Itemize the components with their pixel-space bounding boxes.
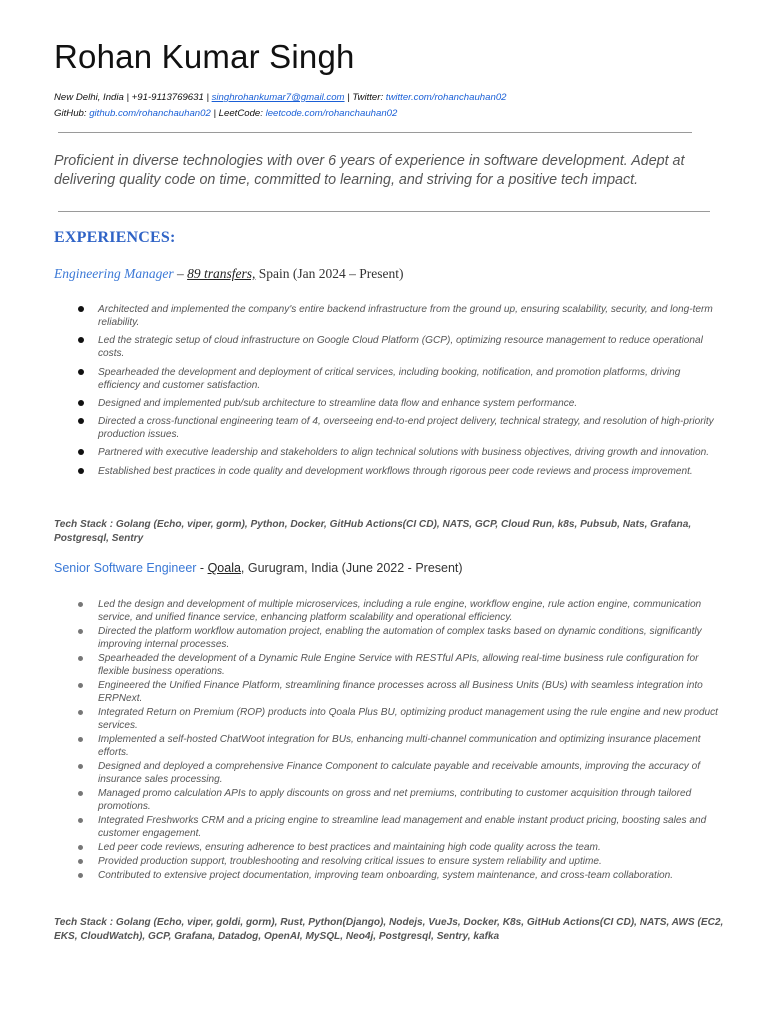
list-item: [78, 869, 718, 882]
list-item: [78, 733, 718, 759]
job-role: Senior Software Engineer: [54, 561, 197, 575]
divider-summary: [58, 211, 710, 212]
list-item: [78, 706, 718, 732]
tech-stack-label: Tech Stack: [54, 519, 107, 530]
bullet-icon: [78, 737, 83, 742]
bullet-icon: [78, 818, 83, 823]
list-item: [78, 446, 718, 459]
list-item: [78, 679, 718, 705]
bullet-icon: [78, 791, 83, 796]
bullet-text: Managed promo calculation APIs to apply discounts on gross and net premiums, contributing to customer acquisition through tailored promotions.: [98, 788, 692, 812]
list-item: [78, 397, 718, 410]
bullet-text: Integrated Freshworks CRM and a pricing engine to streamline lead management and enable instant product pricing, boosting sales and customer engagement.: [98, 815, 707, 839]
bullet-text: Engineered the Unified Finance Platform, streamlining finance processes across all Business Units (BUs) with seamless integration into ERPNext.: [98, 680, 703, 704]
bullet-icon: [78, 845, 83, 850]
bullet-text: Established best practices in code quality and development workflows through rigorous peer code reviews and process improvement.: [98, 465, 693, 477]
job-header-2: [54, 561, 463, 575]
twitter-link[interactable]: twitter.com/rohanchauhan02: [385, 92, 507, 103]
bullet-text: Led peer code reviews, ensuring adherence to best practices and maintaining high code quality across the team.: [98, 842, 601, 853]
job-location-dates: Spain (Jan 2024 – Present): [255, 266, 404, 281]
bullet-text: Designed and implemented pub/sub architecture to streamline data flow and enhance system performance.: [98, 397, 578, 409]
bullet-text: Directed a cross-functional engineering team of 4, overseeing end-to-end project delivery, technical strategy, and resolution of high-priority production issues.: [98, 416, 714, 441]
leetcode-label: | LeetCode:: [210, 108, 266, 119]
leetcode-link[interactable]: leetcode.com/rohanchauhan02: [265, 108, 398, 119]
bullet-text: Directed the platform workflow automation project, enabling the automation of complex tasks based on dynamic conditions, significantly improving internal processes.: [98, 626, 702, 650]
bullet-icon: [78, 710, 83, 715]
list-item: [78, 366, 718, 392]
contact-line-2: [54, 108, 397, 119]
job-1-bullets: [78, 303, 718, 483]
bullet-text: Implemented a self-hosted ChatWoot integration for BUs, enhancing multi-channel communication and optimizing insurance placement efforts.: [98, 734, 701, 758]
bullet-icon: [78, 306, 84, 312]
bullet-icon: [78, 764, 83, 769]
list-item: [78, 625, 718, 651]
bullet-icon: [78, 656, 83, 661]
tech-stack-label: Tech Stack: [54, 917, 107, 928]
bullet-text: Led the strategic setup of cloud infrastructure on Google Cloud Platform (GCP), optimizing resource management to reduce operational costs.: [98, 335, 703, 360]
location-phone: New Delhi, India | +91-9113769631 |: [54, 92, 212, 103]
job-2-bullets: [78, 598, 718, 883]
bullet-icon: [78, 400, 84, 406]
list-item: [78, 855, 718, 868]
bullet-text: Contributed to extensive project documentation, improving team onboarding, system maintenance, and cross-team collaboration.: [98, 870, 674, 881]
list-item: [78, 415, 718, 441]
github-link[interactable]: github.com/rohanchauhan02: [89, 108, 211, 119]
job-separator: -: [196, 561, 208, 575]
bullet-icon: [78, 369, 84, 375]
list-item: [78, 334, 718, 360]
job-role: Engineering Manager: [54, 266, 174, 281]
bullet-icon: [78, 859, 83, 864]
bullet-icon: [78, 337, 84, 343]
list-item: [78, 303, 718, 329]
list-item: [78, 465, 718, 478]
contact-line-1: [54, 92, 507, 103]
tech-stack-2: [54, 916, 724, 943]
bullet-icon: [78, 418, 84, 424]
bullet-text: Led the design and development of multiple microservices, including a rule engine, workflow engine, rule action engine, communication service, and unified finance service, enhancing platform scalability and operational efficiency.: [98, 599, 702, 623]
bullet-icon: [78, 873, 83, 878]
list-item: [78, 652, 718, 678]
bullet-icon: [78, 683, 83, 688]
bullet-icon: [78, 449, 84, 455]
job-company[interactable]: Qoala: [207, 561, 241, 575]
list-item: [78, 814, 718, 840]
twitter-label: | Twitter:: [344, 92, 386, 103]
section-title-experiences: EXPERIENCES:: [54, 229, 176, 246]
bullet-text: Partnered with executive leadership and stakeholders to align technical solutions with business objectives, driving growth and innovation.: [98, 447, 710, 459]
bullet-text: Spearheaded the development of a Dynamic Rule Engine Service with RESTful APIs, allowing real-time business rule configuration for flexible business operations.: [98, 653, 699, 677]
tech-stack-text: : Golang (Echo, viper, gorm), Python, Docker, GitHub Actions(CI CD), NATS, GCP, Cloud Run, k8s, Pubsub, Nats, Grafana, Postgresql, Sentry: [54, 519, 692, 544]
job-location-dates: , Gurugram, India (June 2022 - Present): [240, 561, 463, 575]
tech-stack-1: [54, 518, 724, 545]
bullet-text: Integrated Return on Premium (ROP) products into Qoala Plus BU, optimizing product management using the rule engine and new product services.: [98, 707, 718, 731]
bullet-text: Spearheaded the development and deployment of critical services, including booking, notification, and promotion platforms, driving efficiency and customer satisfaction.: [98, 366, 681, 391]
github-label: GitHub:: [54, 108, 90, 119]
bullet-text: Designed and deployed a comprehensive Finance Component to calculate payable and receivable amounts, improving the accuracy of insurance sales processing.: [98, 761, 701, 785]
bullet-icon: [78, 468, 84, 474]
list-item: [78, 760, 718, 786]
candidate-name: Rohan Kumar Singh: [54, 38, 355, 75]
bullet-icon: [78, 629, 83, 634]
job-separator: –: [173, 266, 188, 281]
list-item: [78, 598, 718, 624]
profile-summary: Proficient in diverse technologies with over 6 years of experience in software development. Adept at delivering quality code on time, committed to learning, and striving for a positive tech impact.: [54, 153, 685, 188]
email-link[interactable]: singhrohankumar7@gmail.com: [211, 92, 345, 103]
list-item: [78, 841, 718, 854]
divider-top: [58, 132, 692, 133]
bullet-text: Architected and implemented the company's entire backend infrastructure from the ground up, ensuring scalability, security, and long-term reliability.: [98, 304, 713, 328]
job-header-1: [54, 266, 403, 282]
list-item: [78, 787, 718, 813]
bullet-text: Provided production support, troubleshooting and resolving critical issues to ensure system reliability and uptime.: [98, 856, 602, 867]
bullet-icon: [78, 602, 83, 607]
job-company[interactable]: 89 transfers,: [187, 266, 256, 281]
tech-stack-text: : Golang (Echo, viper, goldi, gorm), Rust, Python(Django), Nodejs, VueJs, Docker, K8s, GitHub Actions(CI CD), NATS, AWS (EC2, EKS, CloudWatch), GCP, Grafana, Datadog, OpenAI, MySQL, Neo4j, Postgresql, Sentry, kafka: [54, 917, 724, 942]
